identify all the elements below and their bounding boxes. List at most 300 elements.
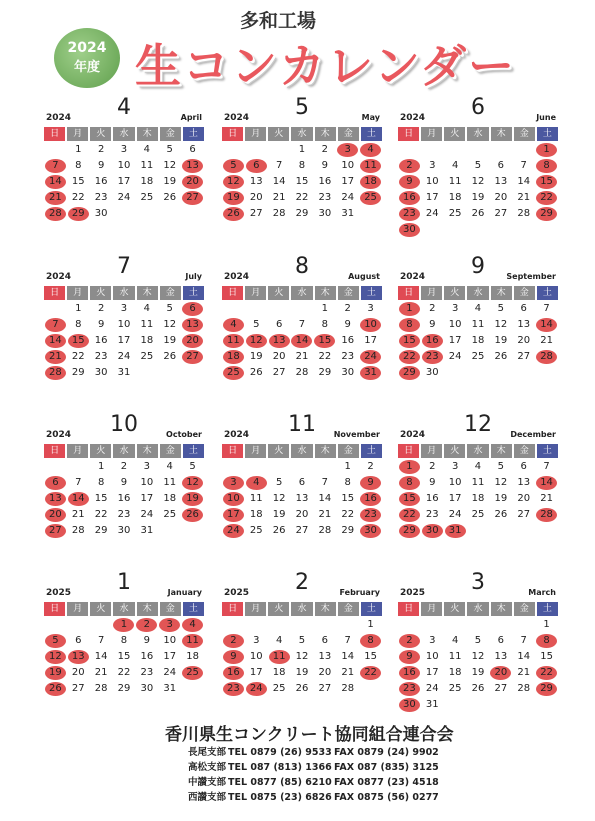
day: 9 (429, 319, 436, 330)
day: 4 (474, 461, 482, 472)
weekday-label: 金 (160, 127, 181, 141)
day: 4 (451, 635, 459, 646)
holiday-marker: 12 (246, 334, 267, 348)
weekday-label: 金 (160, 444, 181, 458)
day: 6 (321, 635, 329, 646)
day: 3 (120, 303, 128, 314)
weekday-label: 火 (268, 286, 289, 300)
day: 5 (474, 635, 482, 646)
day: 4 (143, 144, 151, 155)
weekday-label: 木 (315, 444, 336, 458)
holiday-day (67, 333, 90, 349)
day: 3 (253, 635, 260, 646)
month-number: 2 (295, 570, 309, 595)
weekday-label: 木 (491, 286, 512, 300)
day: 7 (520, 160, 527, 171)
holiday-marker: 13 (182, 318, 203, 332)
holiday-day (336, 142, 359, 158)
day: 13 (517, 477, 531, 488)
day: 29 (341, 525, 355, 536)
month-english-name: June (536, 113, 556, 122)
holiday-day (535, 174, 558, 190)
holiday-marker: 30 (399, 698, 420, 712)
weekday-header-row (44, 286, 204, 300)
holiday-day (535, 507, 558, 523)
branch-name: 中讃支部 (188, 777, 227, 788)
holiday-marker: 27 (182, 350, 203, 364)
holiday-day (181, 190, 204, 206)
day: 26 (272, 525, 286, 536)
holiday-day (535, 206, 558, 222)
weekday-label: 火 (444, 286, 465, 300)
day: 12 (471, 651, 485, 662)
weekday-header-row (44, 127, 204, 141)
holiday-day (245, 158, 268, 174)
month-header (222, 95, 382, 125)
empty-cell (398, 617, 421, 633)
maker-name: 多和工場 (240, 10, 317, 32)
weekday-header-row (222, 286, 382, 300)
holiday-day (181, 665, 204, 681)
weekday-label: 水 (467, 286, 488, 300)
month-header (44, 95, 204, 125)
holiday-marker: 11 (269, 650, 290, 664)
month-header (398, 254, 558, 284)
holiday-day (535, 633, 558, 649)
holiday-day (359, 190, 382, 206)
day: 3 (451, 303, 459, 314)
day: 21 (272, 192, 286, 203)
holiday-marker: 13 (269, 334, 290, 348)
weekday-label: 木 (137, 286, 158, 300)
day: 7 (75, 477, 82, 488)
holiday-marker: 13 (182, 159, 203, 173)
month-header (398, 95, 558, 125)
day: 29 (295, 208, 309, 219)
day-grid (44, 142, 204, 222)
day: 5 (166, 144, 173, 155)
empty-cell (222, 301, 245, 317)
weekday-label: 水 (291, 444, 312, 458)
day: 5 (497, 461, 505, 472)
holiday-day (291, 333, 314, 349)
empty-cell (489, 617, 512, 633)
holiday-marker: 21 (45, 350, 66, 364)
holiday-marker: 16 (223, 666, 244, 680)
holiday-marker: 14 (45, 175, 66, 189)
day: 22 (341, 509, 355, 520)
holiday-day (535, 681, 558, 697)
day: 6 (520, 303, 527, 314)
day: 25 (448, 208, 462, 219)
holiday-marker: 15 (536, 175, 557, 189)
day: 24 (448, 351, 462, 362)
holiday-marker: 26 (223, 207, 244, 221)
day: 23 (117, 509, 131, 520)
day-grid (398, 617, 558, 713)
holiday-day (535, 665, 558, 681)
day: 10 (425, 651, 439, 662)
day: 9 (321, 160, 329, 171)
weekday-label: 火 (90, 286, 111, 300)
holiday-day (222, 633, 245, 649)
holiday-day (398, 459, 421, 475)
holiday-marker: 25 (360, 191, 381, 205)
day: 11 (448, 651, 462, 662)
weekday-label: 月 (421, 127, 442, 141)
day: 21 (540, 335, 553, 346)
day: 31 (341, 208, 355, 219)
holiday-day (398, 649, 421, 665)
empty-cell (245, 459, 268, 475)
holiday-day (359, 158, 382, 174)
day: 20 (249, 192, 263, 203)
holiday-day (44, 333, 67, 349)
month-8 (222, 254, 382, 412)
day: 19 (295, 667, 309, 678)
holiday-day (535, 142, 558, 158)
holiday-marker: 3 (223, 476, 244, 490)
holiday-marker: 6 (246, 159, 267, 173)
day: 15 (71, 176, 85, 187)
weekday-label: 金 (514, 127, 535, 141)
holiday-day (181, 491, 204, 507)
day: 7 (520, 635, 527, 646)
day: 18 (471, 335, 485, 346)
holiday-marker: 23 (360, 508, 381, 522)
weekday-label: 土 (183, 286, 204, 300)
day: 17 (249, 667, 263, 678)
month-year: 2024 (400, 430, 426, 440)
holiday-marker: 21 (45, 191, 66, 205)
empty-cell (268, 301, 291, 317)
day: 21 (71, 509, 85, 520)
day: 20 (494, 192, 508, 203)
weekday-label: 木 (315, 286, 336, 300)
day: 4 (474, 303, 482, 314)
day: 7 (321, 477, 329, 488)
day: 24 (117, 351, 131, 362)
holiday-marker: 23 (399, 207, 420, 221)
month-english-name: September (506, 272, 556, 281)
day: 26 (494, 509, 508, 520)
holiday-marker: 15 (68, 334, 89, 348)
weekday-label: 日 (398, 444, 419, 458)
day: 2 (321, 144, 329, 155)
day: 16 (425, 493, 439, 504)
empty-cell (444, 617, 467, 633)
day: 1 (97, 461, 105, 472)
holiday-marker: 30 (360, 524, 381, 538)
day: 19 (163, 176, 177, 187)
weekday-header-row (398, 127, 558, 141)
day: 6 (497, 160, 505, 171)
day: 2 (97, 303, 105, 314)
month-2 (222, 570, 382, 728)
day: 7 (97, 635, 105, 646)
day: 4 (166, 461, 173, 472)
holiday-day (44, 317, 67, 333)
holiday-marker: 24 (223, 524, 244, 538)
holiday-day (181, 158, 204, 174)
holiday-marker: 14 (68, 492, 89, 506)
day-grid (398, 301, 558, 381)
weekday-label: 日 (44, 127, 65, 141)
day: 17 (163, 651, 177, 662)
day: 14 (517, 651, 531, 662)
holiday-day (398, 681, 421, 697)
holiday-marker: 29 (399, 524, 420, 538)
weekday-label: 日 (44, 444, 65, 458)
day: 27 (295, 525, 309, 536)
weekday-label: 水 (291, 602, 312, 616)
holiday-day (222, 649, 245, 665)
day: 30 (425, 367, 439, 378)
day: 7 (298, 319, 306, 330)
holiday-marker: 8 (536, 634, 557, 648)
weekday-label: 木 (491, 127, 512, 141)
month-year: 2025 (46, 588, 72, 598)
day: 10 (448, 477, 462, 488)
day: 2 (429, 461, 436, 472)
month-english-name: January (167, 588, 202, 597)
holiday-day (222, 475, 245, 491)
holiday-day (535, 158, 558, 174)
day: 25 (471, 509, 485, 520)
weekday-label: 日 (44, 286, 65, 300)
day: 29 (94, 525, 108, 536)
empty-cell (398, 142, 421, 158)
month-number: 8 (295, 254, 309, 279)
branch-fax: FAX 087 (835) 3125 (334, 762, 439, 773)
holiday-marker: 30 (399, 223, 420, 237)
day: 17 (341, 176, 355, 187)
month-9 (398, 254, 558, 412)
day: 25 (272, 683, 286, 694)
holiday-day (268, 333, 291, 349)
day: 31 (163, 683, 177, 694)
weekday-label: 月 (421, 444, 442, 458)
day: 5 (474, 160, 482, 171)
holiday-day (398, 475, 421, 491)
holiday-day (158, 617, 181, 633)
branch-tel: TEL 0877 (85) 6210 (228, 777, 332, 788)
day-grid (398, 142, 558, 238)
day: 26 (471, 208, 485, 219)
weekday-label: 木 (315, 602, 336, 616)
holiday-day (535, 190, 558, 206)
month-year: 2024 (224, 272, 250, 282)
month-year: 2024 (400, 272, 426, 282)
branch-fax: FAX 0879 (24) 9902 (334, 747, 439, 758)
day: 1 (367, 619, 374, 630)
holiday-marker: 7 (45, 318, 66, 332)
weekday-label: 金 (514, 602, 535, 616)
weekday-label: 金 (338, 127, 359, 141)
holiday-day (535, 349, 558, 365)
weekday-header-row (44, 444, 204, 458)
badge-suffix: 年度 (73, 60, 100, 75)
holiday-marker: 20 (45, 508, 66, 522)
holiday-marker: 11 (360, 159, 381, 173)
holiday-marker: 29 (399, 366, 420, 380)
day: 16 (318, 176, 332, 187)
holiday-marker: 20 (490, 666, 511, 680)
day: 21 (540, 493, 553, 504)
day: 28 (318, 525, 332, 536)
day: 23 (318, 192, 332, 203)
page-title: 生コンカレンダー (135, 39, 517, 93)
day: 17 (140, 493, 154, 504)
holiday-marker: 22 (536, 191, 557, 205)
day: 18 (272, 667, 286, 678)
empty-cell (291, 617, 314, 633)
day: 17 (117, 176, 131, 187)
weekday-header-row (222, 444, 382, 458)
holiday-day (181, 349, 204, 365)
holiday-marker: 4 (223, 318, 244, 332)
day: 19 (494, 493, 508, 504)
day: 15 (117, 651, 131, 662)
month-english-name: July (185, 272, 202, 281)
weekday-label: 火 (90, 602, 111, 616)
day: 28 (71, 525, 85, 536)
day: 26 (163, 351, 177, 362)
day: 13 (318, 651, 332, 662)
day: 11 (448, 176, 462, 187)
weekday-label: 日 (398, 127, 419, 141)
day: 23 (94, 192, 108, 203)
holiday-marker: 8 (399, 476, 420, 490)
day: 31 (425, 699, 439, 710)
weekday-label: 日 (398, 602, 419, 616)
day: 29 (71, 367, 85, 378)
holiday-marker: 30 (422, 524, 443, 538)
day: 11 (163, 477, 177, 488)
holiday-marker: 9 (399, 650, 420, 664)
day-grid (44, 301, 204, 381)
day: 24 (425, 683, 439, 694)
holiday-day (222, 365, 245, 381)
weekday-label: 日 (222, 444, 243, 458)
holiday-marker: 8 (536, 159, 557, 173)
weekday-label: 火 (90, 444, 111, 458)
empty-cell (489, 142, 512, 158)
day: 20 (318, 667, 332, 678)
month-number: 12 (464, 412, 492, 437)
weekday-label: 木 (491, 444, 512, 458)
weekday-label: 土 (183, 602, 204, 616)
holiday-marker: 28 (536, 350, 557, 364)
empty-cell (222, 617, 245, 633)
holiday-day (489, 665, 512, 681)
month-5 (222, 95, 382, 253)
holiday-day (359, 365, 382, 381)
day: 18 (163, 493, 177, 504)
holiday-day (181, 174, 204, 190)
day: 3 (451, 461, 459, 472)
day: 17 (425, 667, 439, 678)
holiday-marker: 11 (223, 334, 244, 348)
holiday-marker: 14 (291, 334, 312, 348)
month-number: 5 (295, 95, 309, 120)
day: 8 (75, 319, 82, 330)
day: 16 (117, 493, 131, 504)
day: 19 (272, 509, 286, 520)
holiday-marker: 28 (45, 366, 66, 380)
branch-row (188, 775, 439, 790)
weekday-label: 火 (268, 602, 289, 616)
day: 11 (140, 319, 154, 330)
empty-cell (313, 459, 336, 475)
month-4 (44, 95, 204, 253)
day: 30 (94, 208, 108, 219)
day: 14 (517, 176, 531, 187)
month-year: 2024 (224, 113, 250, 123)
weekday-label: 木 (491, 602, 512, 616)
holiday-marker: 8 (360, 634, 381, 648)
day: 28 (517, 208, 531, 219)
month-english-name: April (180, 113, 202, 122)
holiday-marker: 24 (360, 350, 381, 364)
empty-cell (421, 142, 444, 158)
holiday-marker: 27 (45, 524, 66, 538)
month-number: 6 (471, 95, 485, 120)
day: 26 (295, 683, 309, 694)
holiday-day (222, 206, 245, 222)
day: 9 (429, 477, 436, 488)
month-english-name: October (166, 430, 202, 439)
holiday-day (245, 475, 268, 491)
day: 25 (163, 509, 177, 520)
holiday-day (359, 174, 382, 190)
holiday-marker: 8 (399, 318, 420, 332)
holiday-day (359, 475, 382, 491)
month-number: 3 (471, 570, 485, 595)
holiday-marker: 9 (360, 476, 381, 490)
empty-cell (268, 142, 291, 158)
holiday-marker: 2 (223, 634, 244, 648)
holiday-day (181, 317, 204, 333)
holiday-day (222, 523, 245, 539)
day: 18 (448, 192, 462, 203)
day: 18 (186, 651, 199, 662)
day: 10 (448, 319, 462, 330)
day: 10 (117, 160, 131, 171)
weekday-label: 金 (338, 286, 359, 300)
holiday-day (245, 681, 268, 697)
day: 7 (543, 303, 550, 314)
holiday-marker: 2 (399, 634, 420, 648)
holiday-day (398, 333, 421, 349)
day: 2 (120, 461, 128, 472)
holiday-marker: 2 (136, 618, 157, 632)
day: 8 (75, 160, 82, 171)
day: 11 (471, 319, 485, 330)
day: 21 (517, 667, 531, 678)
weekday-label: 月 (67, 127, 88, 141)
day: 21 (94, 667, 108, 678)
holiday-marker: 29 (68, 207, 89, 221)
day: 6 (75, 635, 82, 646)
branch-tel: TEL 0875 (23) 6826 (228, 792, 332, 803)
empty-cell (67, 617, 90, 633)
weekday-label: 月 (67, 444, 88, 458)
day: 28 (94, 683, 108, 694)
month-number: 1 (117, 570, 131, 595)
branch-fax: FAX 0877 (23) 4518 (334, 777, 439, 788)
holiday-marker: 29 (536, 682, 557, 696)
